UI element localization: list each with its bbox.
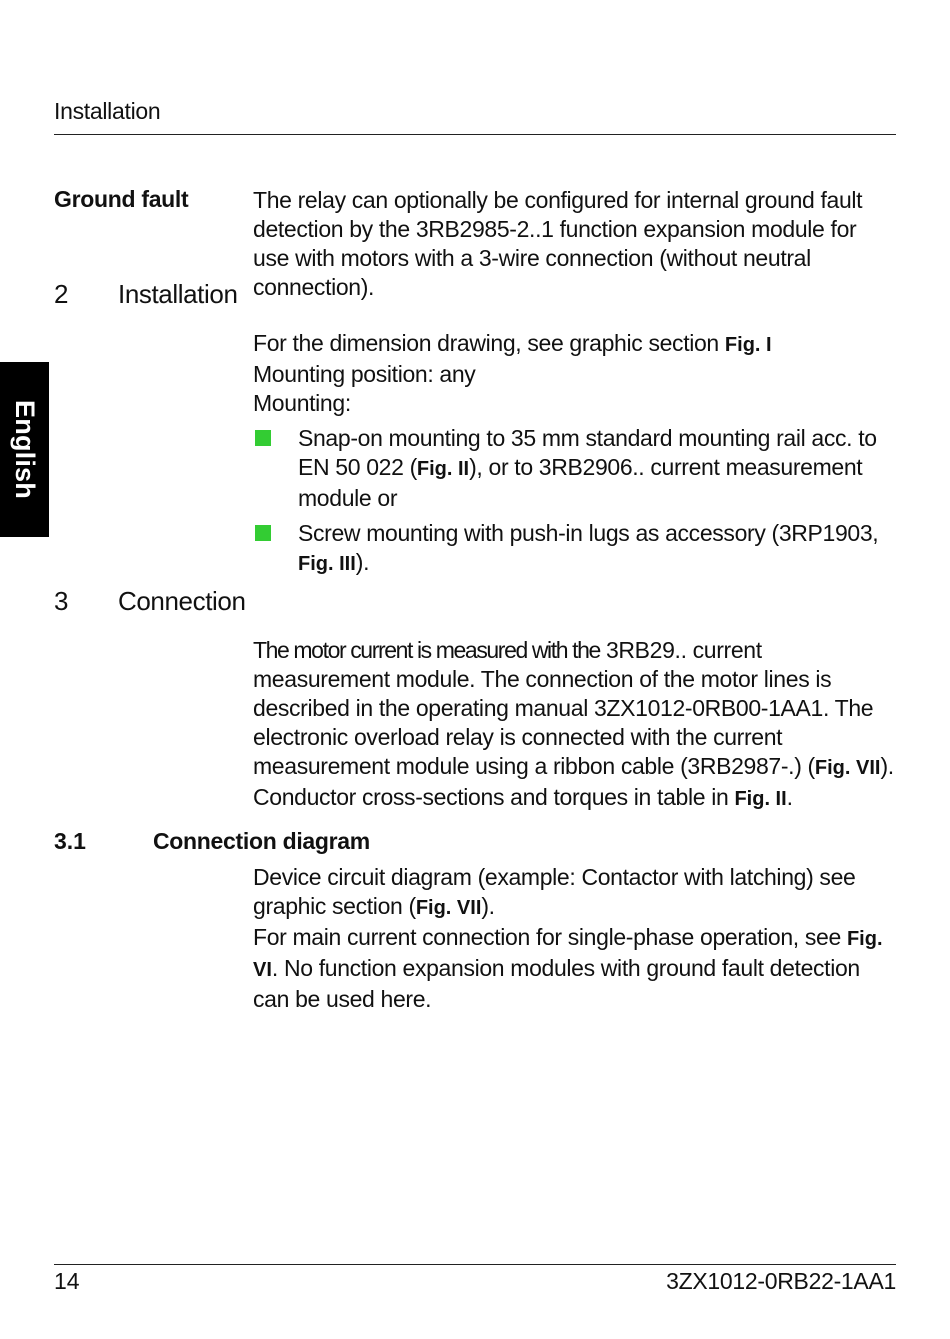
section-3-1-body bbox=[253, 863, 898, 1014]
list-item bbox=[253, 424, 898, 513]
list-item bbox=[253, 519, 898, 579]
section-3-1-title: Connection diagram bbox=[153, 828, 370, 854]
ground-fault-text bbox=[253, 186, 898, 302]
bullet-text: Screw mounting with push-in lugs as accessory (3RP1903, bbox=[298, 520, 879, 546]
language-tab bbox=[0, 362, 49, 537]
running-header: Installation bbox=[54, 98, 161, 124]
footer-divider bbox=[54, 1264, 896, 1265]
section-2-number: 2 bbox=[54, 279, 69, 309]
section-3-1-number: 3.1 bbox=[54, 828, 86, 854]
section-3-number: 3 bbox=[54, 586, 69, 616]
language-tab-label: English bbox=[10, 400, 40, 499]
main-text: For main current connection for single-phase operation, see bbox=[253, 924, 847, 950]
ground-fault-label: Ground fault bbox=[54, 186, 189, 212]
section-2-body bbox=[253, 329, 898, 579]
header-divider bbox=[54, 134, 896, 135]
fig-ref: Fig. II bbox=[416, 458, 470, 480]
ground-fault-paragraph: The relay can optionally be configured for internal ground fault detection by the 3RB2985-2..1 function expansion module for use with motors with a 3-wire connection (without neutral connection). bbox=[253, 187, 863, 300]
section-2-title: Installation bbox=[118, 279, 238, 309]
circuit-paragraph bbox=[253, 863, 898, 923]
dimension-line bbox=[253, 329, 898, 360]
bullet-text: ). bbox=[355, 549, 370, 575]
circuit-end: ). bbox=[481, 893, 495, 919]
fig-ref: Fig. II bbox=[734, 788, 787, 810]
fig-ref: Fig. I bbox=[724, 334, 772, 356]
section-3-body bbox=[253, 636, 898, 814]
bullet-text: ), or to 3RB2906.. current measurement module or bbox=[298, 454, 863, 511]
connection-end: ). bbox=[880, 753, 894, 779]
conductor-line bbox=[253, 783, 898, 814]
green-square-bullet-icon bbox=[255, 525, 271, 541]
section-3-title: Connection bbox=[118, 586, 246, 616]
main-current-paragraph bbox=[253, 923, 898, 1014]
dimension-text: For the dimension drawing, see graphic section bbox=[253, 330, 725, 356]
document-number: 3ZX1012-0RB22-1AA1 bbox=[666, 1268, 896, 1294]
mounting-position: Mounting position: any bbox=[253, 361, 476, 387]
mounting-label: Mounting: bbox=[253, 390, 351, 416]
fig-ref: Fig. VI bbox=[253, 928, 883, 981]
fig-ref: Fig. III bbox=[298, 553, 356, 575]
fig-ref: Fig. VII bbox=[415, 897, 482, 919]
connection-lead: The motor current is measured with the bbox=[253, 637, 600, 663]
connection-text: 3RB29.. current measurement module. The connection of the motor lines is described in the operating manual 3ZX1012-0RB00-1AA1. The electronic overload relay is connected with the current measurement module using a ribbon cable (3RB2987-.) ( bbox=[253, 637, 874, 779]
conductor-text: Conductor cross-sections and torques in table in bbox=[253, 784, 735, 810]
page-number: 14 bbox=[54, 1268, 80, 1294]
connection-paragraph bbox=[253, 636, 898, 783]
green-square-bullet-icon bbox=[255, 430, 271, 446]
bullet-text: Snap-on mounting to 35 mm standard mounting rail acc. to EN 50 022 ( bbox=[298, 425, 877, 480]
circuit-text: Device circuit diagram (example: Contactor with latching) see graphic section ( bbox=[253, 864, 856, 919]
mounting-options-list bbox=[253, 424, 898, 579]
conductor-end: . bbox=[786, 784, 793, 810]
fig-ref: Fig. VII bbox=[814, 757, 881, 779]
main-end: . No function expansion modules with ground fault detection can be used here. bbox=[253, 955, 860, 1012]
